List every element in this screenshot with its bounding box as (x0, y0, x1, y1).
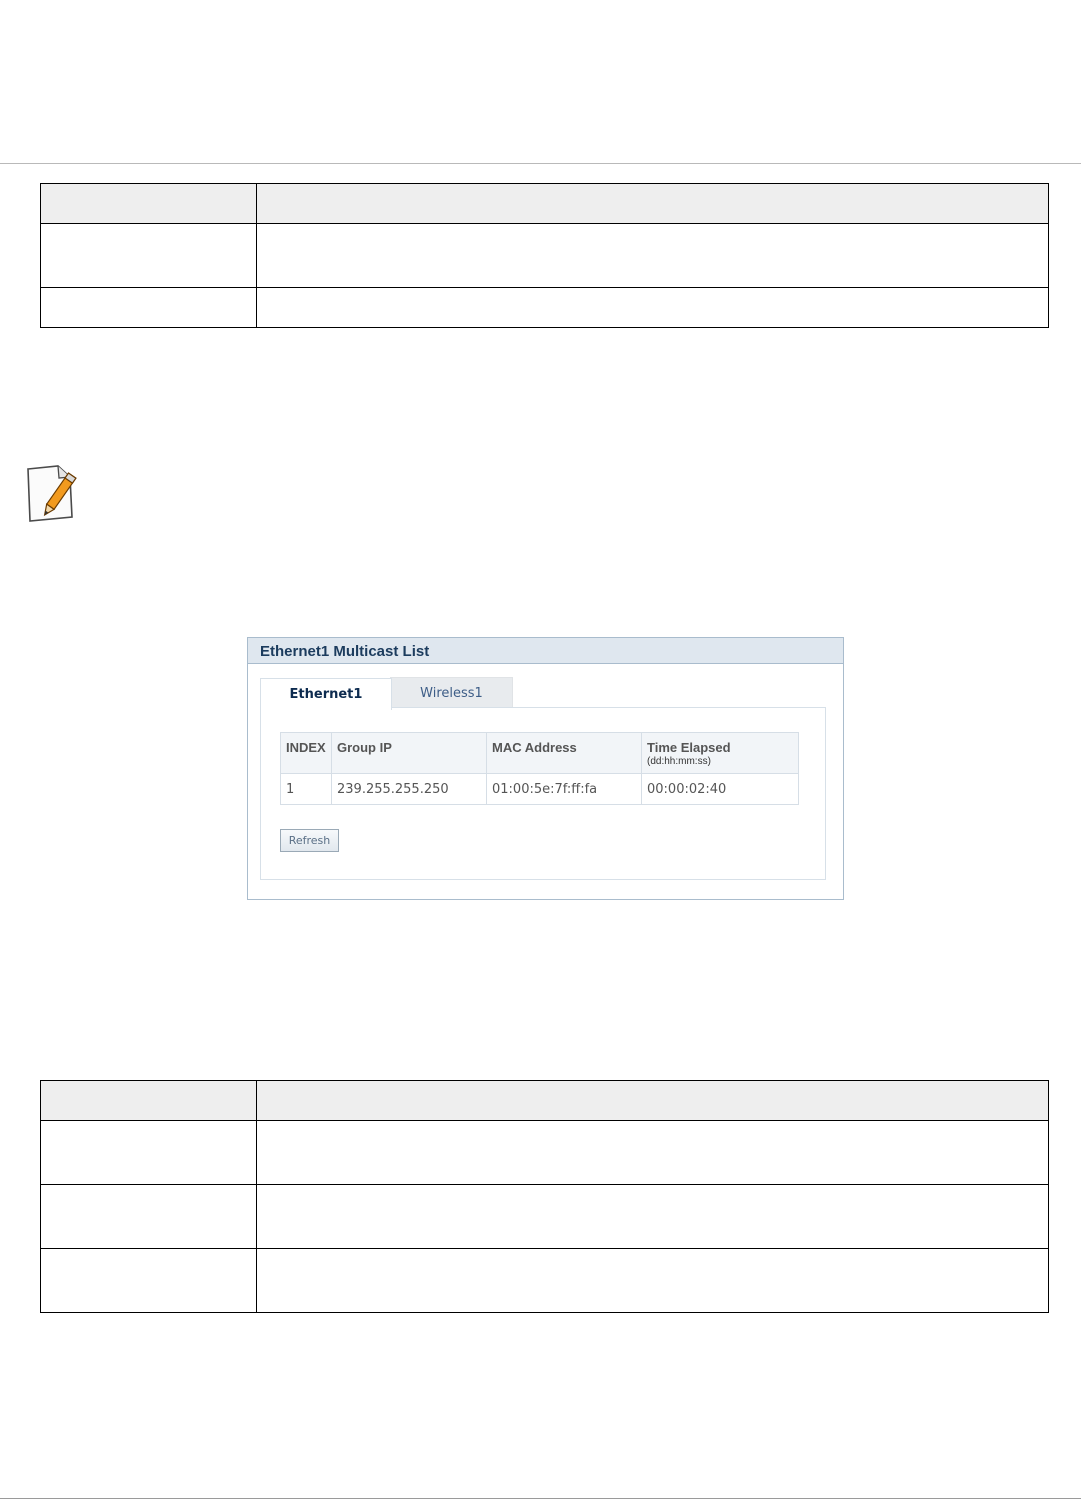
header-rule (0, 163, 1081, 164)
table-cell (41, 288, 257, 328)
table-header-row (41, 184, 1049, 224)
cell-mac-address: 01:00:5e:7f:ff:fa (487, 774, 642, 805)
tab-wireless1[interactable]: Wireless1 (390, 677, 513, 708)
table-cell (257, 1121, 1049, 1185)
table-cell (257, 1081, 1049, 1121)
table-cell (257, 1249, 1049, 1313)
col-time-header (642, 733, 799, 774)
refresh-button[interactable]: Refresh (280, 829, 339, 852)
time-elapsed-label: Time Elapsed (647, 740, 731, 755)
table-cell (41, 1249, 257, 1313)
table-cell (257, 288, 1049, 328)
time-unit-hint: (dd:hh:mm:ss) (647, 756, 711, 767)
table-cell (257, 224, 1049, 288)
cell-index: 1 (281, 774, 332, 805)
cell-group-ip: 239.255.255.250 (332, 774, 487, 805)
multicast-table (280, 732, 799, 805)
table-row (41, 224, 1049, 288)
panel-title: Ethernet1 Multicast List (260, 643, 430, 660)
table-row (41, 1185, 1049, 1249)
table-row (281, 774, 799, 805)
col-group-ip-header: Group IP (332, 733, 487, 774)
note-pencil-icon (24, 463, 80, 525)
col-index-header: INDEX (281, 733, 332, 774)
table-row (41, 1249, 1049, 1313)
footer-rule (0, 1498, 1081, 1499)
panel-header (248, 638, 843, 664)
tab-content (260, 707, 826, 880)
table-header-row (41, 1081, 1049, 1121)
table-cell (41, 1081, 257, 1121)
parameter-table-top (40, 183, 1049, 328)
parameter-table-bottom (40, 1080, 1049, 1313)
cell-time-elapsed: 00:00:02:40 (642, 774, 799, 805)
tab-ethernet1[interactable]: Ethernet1 (260, 678, 392, 710)
table-cell (41, 1185, 257, 1249)
table-cell (41, 184, 257, 224)
table-cell (257, 184, 1049, 224)
table-row (41, 1121, 1049, 1185)
multicast-table-header (281, 733, 799, 774)
multicast-list-panel (247, 637, 844, 900)
table-cell (257, 1185, 1049, 1249)
col-mac-header: MAC Address (487, 733, 642, 774)
table-cell (41, 1121, 257, 1185)
table-cell (41, 224, 257, 288)
table-row (41, 288, 1049, 328)
